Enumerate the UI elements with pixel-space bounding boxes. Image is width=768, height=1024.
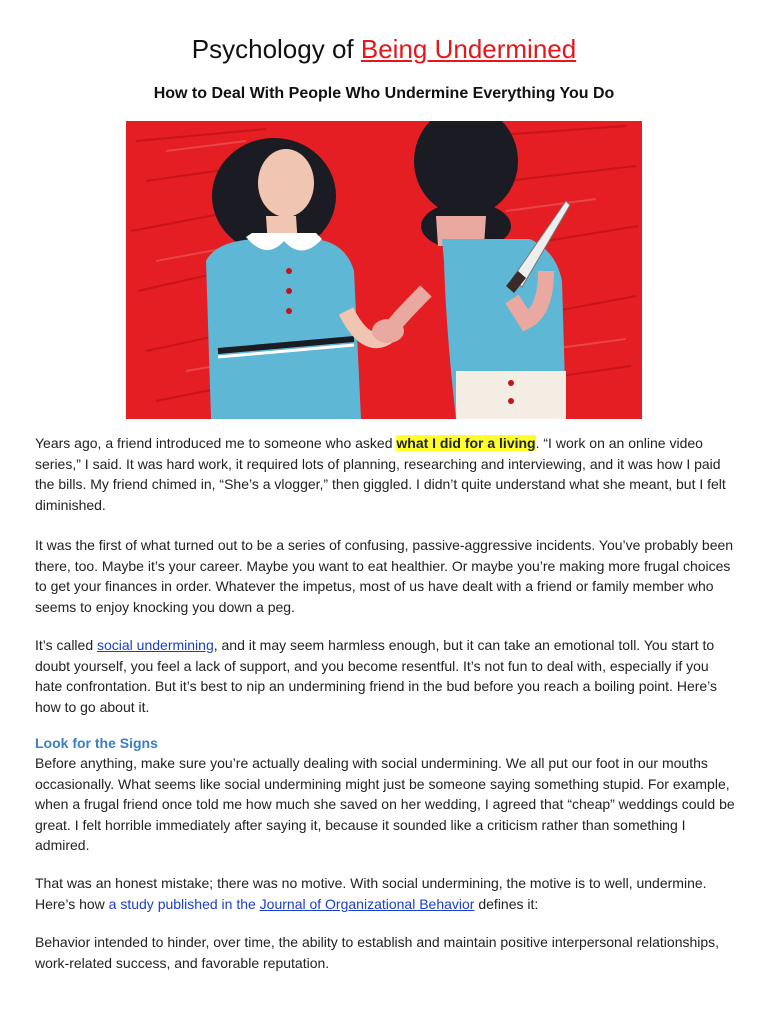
paragraph-incidents: It was the first of what turned out to be a series of confusing, passive-aggressive incidents. You’ve probably been there, too. Maybe it’s your career. Maybe you want to eat healthier. Or maybe you’re making more frugal choices to get your finances in order. Whatever the impetus, most of us have dealt with a friend or family member who seems to enjoy knocking you down a peg. <box>35 537 734 615</box>
p5-text-b: defines it: <box>474 895 539 912</box>
article-subtitle: How to Deal With People Who Undermine Everything You Do <box>153 85 615 102</box>
paragraph-definition: Behavior intended to hinder, over time, the ability to establish and maintain positive interpersonal relationships, work-related success, and favorable reputation. <box>35 934 720 971</box>
article-title <box>0 34 768 65</box>
p3-text-a: It’s called <box>35 637 97 653</box>
journal-link[interactable]: Journal of Organizational Behavior <box>259 895 475 912</box>
highlighted-phrase: what I did for a living <box>396 435 536 451</box>
p1-text-b: . “I work on an online video series,” I said. It was hard work, it required lots of planning, researching and interviewing, and it was how I paid the bills. My friend chimed in, “She’s a vlogger,” then giggled. I didn’t quite understand what she meant, but I felt diminished. <box>35 435 726 513</box>
paragraph-honest-mistake <box>35 873 735 914</box>
paragraph-signs: Before anything, make sure you’re actually dealing with social undermining. We all put our foot in our mouths occasionally. What seems like social undermining might just be someone saying something stupid. For example, when a frugal friend once told me how much she saved on her wedding, I agreed that “cheap” weddings could be great. I felt horrible immediately after saying it, because it sounded like a criticism rather than something I admired. <box>35 755 735 853</box>
title-prefix: Psychology of <box>191 34 361 64</box>
p3-text-b: , and it may seem harmless enough, but it can take an emotional toll. You start to doubt yourself, you feel a lack of support, and you become resentful. It’s not fun to deal with, especially if you hate confrontation. But it’s best to nip an undermining friend in the bud before you reach a boiling point. Here’s how to go about it. <box>35 637 718 715</box>
title-accent-link[interactable]: Being Undermined <box>360 34 577 64</box>
p1-text-a: Years ago, a friend introduced me to someone who asked <box>35 435 397 451</box>
study-link[interactable]: a study published in the <box>108 895 260 912</box>
hero-illustration <box>126 121 642 419</box>
paragraph-social-undermining <box>35 635 735 717</box>
p5-text-a: That was an honest mistake; there was no motive. With social undermining, the motive is to well, undermine. Here’s how <box>35 875 707 912</box>
section-heading-look-for-signs: Look for the Signs <box>35 735 158 751</box>
social-undermining-link[interactable]: social undermining <box>97 637 214 653</box>
paragraph-intro <box>35 433 735 515</box>
